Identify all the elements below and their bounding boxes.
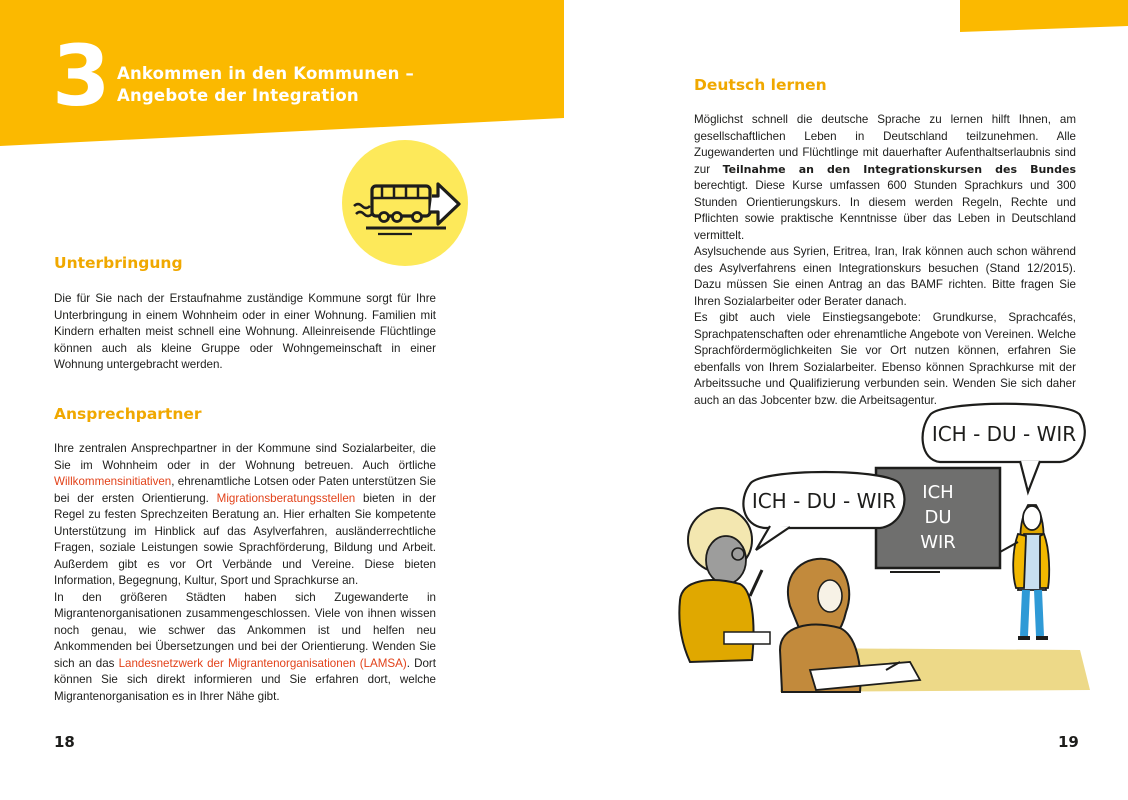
corner-band [960,0,1128,34]
ansprechpartner-paragraph-1 [54,441,436,590]
board-line-2: DU [924,507,952,528]
unterbringung-heading: Unterbringung [54,254,183,272]
text-segment: berechtigt. Diese Kurse umfassen 600 Stunden Sprachkurs und 300 Stunden Orientierungskurs. In diesem werden Regeln, Rechte und Pflichten sowie praktische Kenntnisse über das Leben in Deutschland vermittelt. [694,179,1076,242]
migrationsberatungsstellen-link[interactable]: Migrationsberatungsstellen [216,491,356,505]
text-segment: , ehrenamtliche Lotsen oder Paten unterstützen Sie bei der ersten Orientierung. [54,475,436,505]
chapter-title [117,63,414,107]
teacher-figure [1000,505,1049,638]
text-segment: In den größeren Städten haben sich Zugewanderte in Migrantenorganisationen zusammengeschlossen. Viele von ihnen wissen noch genau, wie schwer das Ankommen ist und helfen neu Ankommenden bei Übersetzungen und bei der Orientierung. Wenden Sie sich an das [54,590,436,670]
deutsch-paragraph-2: Asylsuchende aus Syrien, Eritrea, Iran, Irak können auch schon während des Asylverfahrens einen Integrationskurs besuchen (Stand 12/2015). Dazu müssen Sie einen Antrag an das BAMF richten. Bitte fragen Sie Ihren Sozialarbeiter oder Berater danach. [694,245,1076,308]
text-segment: Möglichst schnell die deutsche Sprache zu lernen hilft Ihnen, am gesellschaftlichen Leben in Deutschland teilzunehmen. Alle Zugewanderten und Flüchtlinge mit dauerhafter Aufenthaltserlaubnis sind zur [694,113,1076,176]
student-older-woman [679,508,770,662]
text-segment: bieten in der Regel zu festen Sprechzeiten Beratung an. Hier erhalten Sie kompetente Unterstützung im Hinblick auf das Asylverfahren, ausländerrechtliche Fragen, soziale Leistungen sowie Sprachförderung, Bildung und Arbeit. Außerdem gibt es vor Ort Verbände und Vereine. Diese bieten Information, Begegnung, Kultur, Sport und Sprachkurse an. [54,491,436,587]
board-line-1: ICH [922,482,954,503]
student-speech: ICH - DU - WIR [751,489,897,513]
classroom-illustration [640,400,1100,700]
deutsch-lernen-heading: Deutsch lernen [694,76,827,94]
text-segment: . Dort können Sie sich direkt informieren und Sie erfahren dort, welche Migrantenorganisation es in Ihrer Nähe gibt. [54,656,436,703]
integrationskurse-emphasis: Teilnahme an den Integrationskursen des Bundes [722,162,1076,176]
lamsa-link[interactable]: Landesnetzwerk der Migrantenorganisationen (LAMSA) [118,656,407,670]
student-woman-hijab [780,559,920,692]
ansprechpartner-paragraph-2 [54,590,436,706]
unterbringung-text [54,291,436,374]
page-number-right: 19 [1058,733,1079,751]
ansprechpartner-heading: Ansprechpartner [54,405,202,423]
chapter-number: 3 [52,27,111,125]
deutsch-paragraph-1 [694,112,1076,244]
ansprechpartner-text [54,441,436,705]
board-line-3: WIR [920,532,956,553]
unterbringung-paragraph: Die für Sie nach der Erstaufnahme zuständige Kommune sorgt für Ihre Unterbringung in einem Wohnheim oder in einer Wohnung. Familien mit Kindern erhalten meist schnell eine Wohnung. Alleinreisende Flüchtlinge können auch als kleine Gruppe oder Wohngemeinschaft in einer Wohnung untergebracht werden. [54,292,436,371]
text-segment: Ihre zentralen Ansprechpartner in der Kommune sind Sozialarbeiter, die Sie im Wohnheim oder in der Wohnung betreuen. Auch örtliche [54,442,436,472]
deutsch-lernen-text [694,112,1076,409]
chapter-title-line2: Angebote der Integration [117,86,359,105]
page-number-left: 18 [54,733,75,751]
bus-arrow-icon [342,140,468,266]
chapter-title-line1: Ankommen in den Kommunen – [117,64,414,83]
teacher-speech: ICH - DU - WIR [931,422,1077,446]
deutsch-paragraph-3: Es gibt auch viele Einstiegsangebote: Grundkurse, Sprachcafés, Sprachpatenschaften oder ehrenamtliche Angebote von Vereinen. Welche Sprachfördermöglichkeiten Sie vor Ort nutzen können, erfahren Sie ebenfalls von Ihrem Sozialarbeiter. Ebenso können Sprachkurse mit der Arbeitssuche und Qualifizierung verbunden sein. Wenden Sie sich daher auch an das Jobcenter bzw. die Arbeitsagentur. [694,311,1076,407]
willkommensinitiativen-link[interactable]: Willkommensinitiativen [54,475,172,488]
